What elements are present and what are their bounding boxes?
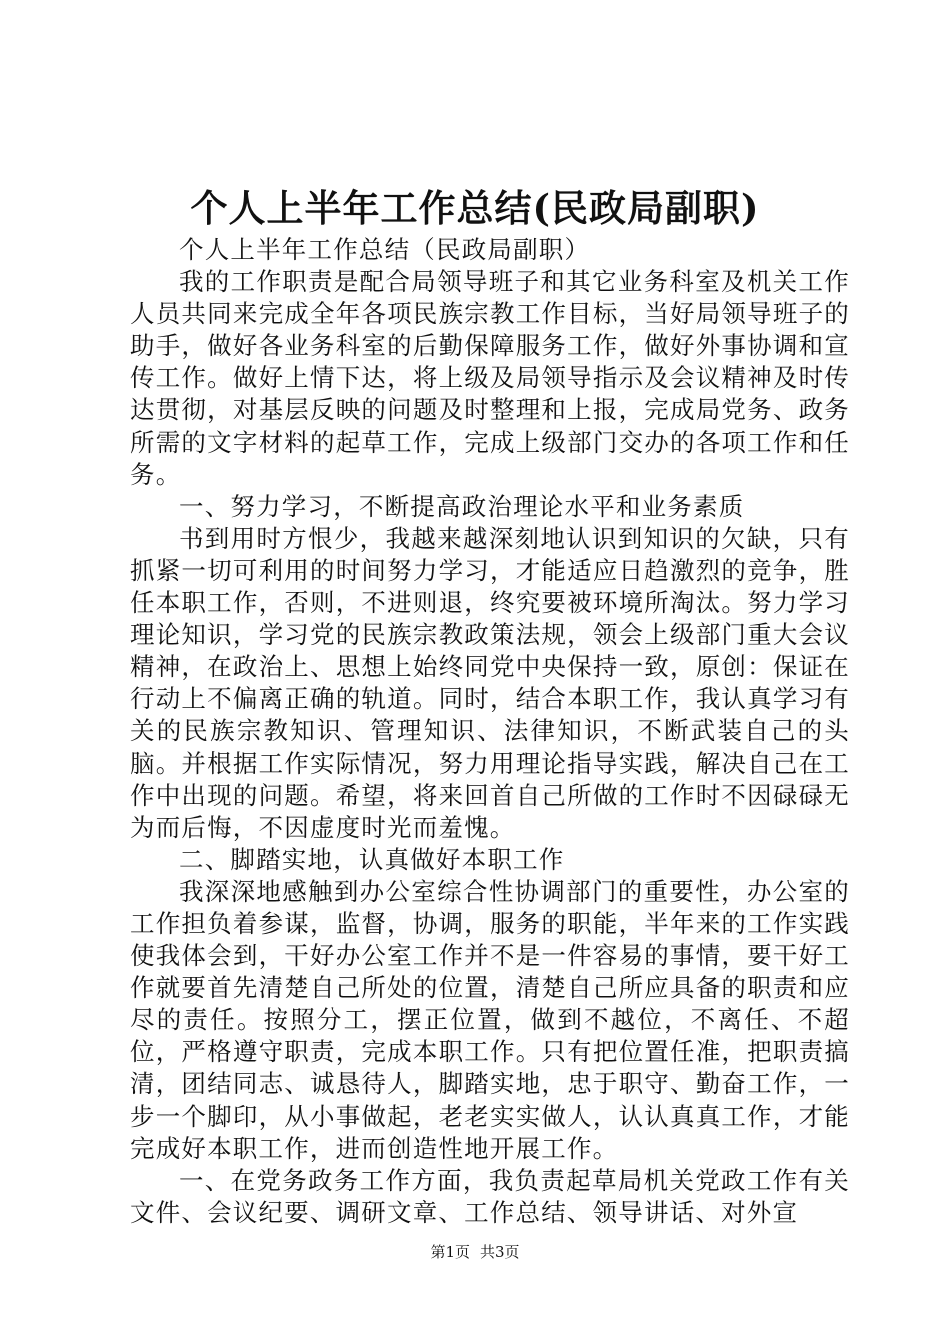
- document-title: 个人上半年工作总结(民政局副职): [190, 186, 760, 230]
- page-total: 共3页: [480, 1243, 520, 1261]
- paragraph-study: 书到用时方恨少，我越来越深刻地认识到知识的欠缺，只有抓紧一切可利用的时间努力学习，才能适应日趋激烈的竞争，胜任本职工作，否则，不进则退，终究要被环境所淘汰。努力学习理论知识，学习党的民族宗教政策法规，领会上级部门重大会议精神，在政治上、思想上始终同党中央保持一致，原创：保证在行动上不偏离正确的轨道。同时，结合本职工作，我认真学习有关的民族宗教知识、管理知识、法律知识，不断武装自己的头脑。并根据工作实际情况，努力用理论指导实践，解决自己在工作中出现的问题。希望，将来回首自己所做的工作时不因碌碌无为而后悔，不因虚度时光而羞愧。: [130, 523, 850, 842]
- paragraph-subtitle: 个人上半年工作总结（民政局副职）: [179, 235, 591, 264]
- section-heading-work: 二、脚踏实地，认真做好本职工作: [179, 844, 565, 874]
- paragraph-work: 我深深地感触到办公室综合性协调部门的重要性，办公室的工作担负着参谋，监督，协调，服务的职能，半年来的工作实践使我体会到，干好办公室工作并不是一件容易的事情，要干好工作就要首先清楚自己所处的位置，清楚自己所应具备的职责和应尽的责任。按照分工，摆正位置，做到不越位，不离任、不超位，严格遵守职责，完成本职工作。只有把位置任准，把职责搞清，团结同志、诚恳待人，脚踏实地，忠于职守、勤奋工作，一步一个脚印，从小事做起，老老实实做人，认认真真工作，才能完成好本职工作，进而创造性地开展工作。: [130, 876, 850, 1163]
- section-heading-study: 一、努力学习，不断提高政治理论水平和业务素质: [179, 491, 745, 521]
- page-number: 第1页: [430, 1243, 470, 1261]
- document-body: [130, 234, 850, 1229]
- page-footer: [0, 1242, 950, 1262]
- paragraph-party-affairs: 一、在党务政务工作方面，我负责起草局机关党政工作有关文件、会议纪要、调研文章、工作总结、领导讲话、对外宣: [130, 1165, 850, 1227]
- paragraph-duties: 我的工作职责是配合局领导班子和其它业务科室及机关工作人员共同来完成全年各项民族宗教工作目标，当好局领导班子的助手，做好各业务科室的后勤保障服务工作，做好外事协调和宣传工作。做好上情下达，将上级及局领导指示及会议精神及时传达贯彻，对基层反映的问题及时整理和上报，完成局党务、政务所需的文字材料的起草工作，完成上级部门交办的各项工作和任务。: [130, 267, 850, 489]
